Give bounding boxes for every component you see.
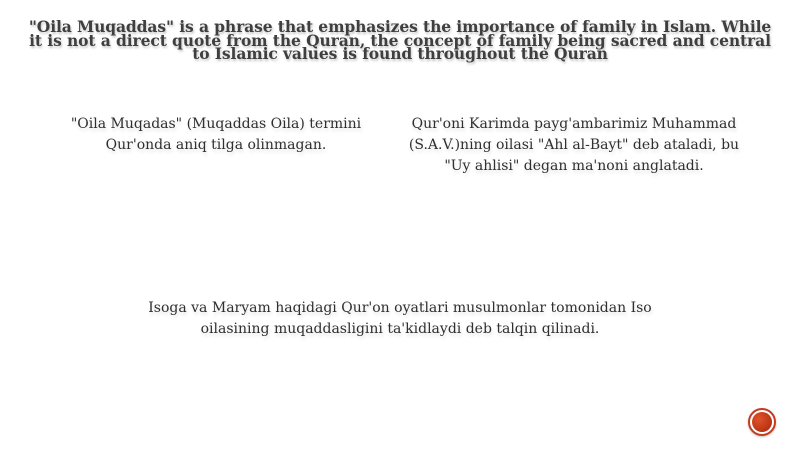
next-slide-button[interactable] <box>748 408 776 436</box>
text-box-right: Qur'oni Karimda payg'ambarimiz Muhammad (S.A.V.)ning oilasi "Ahl al-Bayt" deb ataladi, bu "Uy ahlisi" degan ma'noni anglatadi. <box>408 116 740 174</box>
text-box-left: "Oila Muqadas" (Muqaddas Oila) termini Qur'onda aniq tilga olinmagan. <box>70 116 362 153</box>
text-box-bottom: Isoga va Maryam haqidagi Qur'on oyatlari musulmonlar tomonidan Iso oilasining muqaddasligini ta'kidlaydi deb talqin qilinadi. <box>148 300 652 337</box>
circle-button-icon <box>752 412 772 432</box>
slide-title: "Oila Muqaddas" is a phrase that emphasizes the importance of family in Islam. While it is not a direct quote from the Quran, the concept of family being sacred and central to Islamic values is found throughout the Quran <box>28 17 772 63</box>
